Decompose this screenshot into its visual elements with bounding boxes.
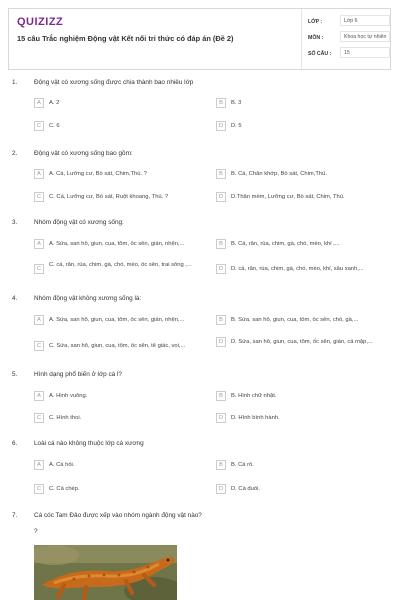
option-letter-box: A <box>34 98 44 108</box>
question-2 <box>12 150 388 208</box>
question-3 <box>12 219 388 281</box>
option-text: B. Cá, Chân khớp, Bò sát, Chim,Thú. <box>231 170 327 177</box>
option-a[interactable] <box>34 98 214 108</box>
option-text: C. Cá chép. <box>49 485 80 492</box>
option-letter-box: C <box>34 192 44 202</box>
option-letter-box: A <box>34 169 44 179</box>
question-number: 5. <box>12 371 18 378</box>
question-text: Động vật có xương sống bao gồm: <box>34 150 133 157</box>
question-number: 7. <box>12 512 18 519</box>
option-letter-box: D <box>216 484 226 494</box>
header-divider <box>301 9 302 69</box>
option-letter-box: B <box>216 98 226 108</box>
question-text: Nhóm động vật có xương sống: <box>34 219 124 226</box>
question-text: Nhóm động vật không xương sống là: <box>34 295 142 302</box>
option-d[interactable] <box>216 484 388 494</box>
meta-label: MÔN : <box>308 35 324 41</box>
question-7 <box>12 512 388 542</box>
option-a[interactable] <box>34 315 214 325</box>
option-text: C. Cá, Lưỡng cư, Bò sát, Ruột khoang, Thú. ? <box>49 193 169 200</box>
meta-value-subject: Khoa học tự nhiên <box>340 31 390 42</box>
option-b[interactable] <box>216 460 388 470</box>
quizizz-logo: QUIZIZZ <box>17 16 64 28</box>
meta-label: LỚP : <box>308 19 323 25</box>
option-letter-box: A <box>34 460 44 470</box>
question-number: 4. <box>12 295 18 302</box>
option-letter-box: C <box>34 121 44 131</box>
option-letter-box: A <box>34 391 44 401</box>
question-subtext: ? <box>34 528 38 535</box>
option-text: A. Sứa, san hô, giun, cua, tôm, ốc sên, gián, nhện,... <box>49 316 185 323</box>
question-6 <box>12 440 388 500</box>
option-letter-box: B <box>216 315 226 325</box>
meta-value-grade: Lớp 6 <box>340 15 390 26</box>
option-a[interactable] <box>34 391 214 401</box>
option-text: A. 2 <box>49 99 60 106</box>
question-text: Cá cóc Tam Đảo được xếp vào nhóm ngành động vật nào? <box>34 512 202 519</box>
option-text: D. Sứa, san hô, giun, cua, tôm, ốc sên, gián, cá mập,... <box>231 338 373 345</box>
option-text: D. 5 <box>231 122 242 129</box>
option-text: D.Thân mềm, Lưỡng cư, Bò sát, Chim, Thú. <box>231 193 345 200</box>
option-b[interactable] <box>216 391 388 401</box>
option-c[interactable] <box>34 413 214 423</box>
question-1 <box>12 79 388 139</box>
option-letter-box: C <box>34 413 44 423</box>
option-text: B. 3 <box>231 99 242 106</box>
option-d[interactable] <box>216 337 388 347</box>
option-c[interactable] <box>34 192 214 202</box>
meta-row-grade <box>308 15 390 31</box>
meta-label: SỐ CÂU : <box>308 51 332 57</box>
question-number: 6. <box>12 440 18 447</box>
option-letter-box: C <box>34 484 44 494</box>
option-a[interactable] <box>34 460 214 470</box>
option-text: B. Sứa, san hô, giun, cua, tôm, ốc sên, chó, gà,... <box>231 316 359 323</box>
option-c[interactable] <box>34 341 214 351</box>
option-letter-box: D <box>216 413 226 423</box>
option-letter-box: B <box>216 460 226 470</box>
option-text: B. Hình chữ nhật. <box>231 392 277 399</box>
option-a[interactable] <box>34 169 214 179</box>
option-b[interactable] <box>216 98 388 108</box>
option-letter-box: B <box>216 239 226 249</box>
meta-row-subject <box>308 31 390 47</box>
option-c[interactable] <box>34 484 214 494</box>
option-text: A. Hình vuông. <box>49 392 88 399</box>
option-c[interactable] <box>34 121 214 131</box>
salamander-illustration <box>34 545 177 600</box>
option-text: A. Cá, Lưỡng cư, Bò sát, Chim,Thú. ? <box>49 170 147 177</box>
meta-panel <box>308 15 390 63</box>
meta-value-count: 15 <box>340 47 390 58</box>
option-c[interactable] <box>34 261 214 277</box>
question-text: Động vật có xương sống được chia thành bao nhiêu lớp <box>34 79 194 86</box>
question-5 <box>12 371 388 431</box>
question-text: Loài cá nào không thuộc lớp cá xương <box>34 440 144 447</box>
option-letter-box: B <box>216 169 226 179</box>
option-letter-box: C <box>34 264 44 274</box>
option-letter-box: C <box>34 341 44 351</box>
option-text: C. Hình thoi. <box>49 414 82 421</box>
option-text: C. 6 <box>49 122 60 129</box>
option-b[interactable] <box>216 315 388 325</box>
meta-row-count <box>308 47 390 63</box>
option-text: A. Cá hồi. <box>49 461 75 468</box>
question-number: 1. <box>12 79 18 86</box>
option-text: D. Hình bình hành. <box>231 414 280 421</box>
question-text: Hình dạng phổ biến ở lớp cá l? <box>34 371 122 378</box>
option-letter-box: D <box>216 337 226 347</box>
option-text: C. cá, rắn, rùa, chim, gà, chó, mèo, ốc sên, trai sông ,... <box>49 262 192 268</box>
option-text: C. Sứa, san hô, giun, cua, tôm, ốc sên, tê giác, voi,... <box>49 342 186 349</box>
option-letter-box: A <box>34 315 44 325</box>
option-d[interactable] <box>216 413 388 423</box>
option-text: D. Cá đuối. <box>231 485 260 492</box>
document-header <box>8 8 391 70</box>
option-b[interactable] <box>216 239 388 249</box>
option-text: D. cá, rắn, rùa, chim, gà, chó, mèo, khỉ, sâu xanh,... <box>231 265 364 272</box>
option-letter-box: D <box>216 121 226 131</box>
option-b[interactable] <box>216 169 388 179</box>
option-text: A. Sứa, san hô, giun, cua, tôm, ốc sên, gián, nhện,... <box>49 240 185 247</box>
option-a[interactable] <box>34 239 214 249</box>
salamander-photo <box>34 545 177 600</box>
option-d[interactable] <box>216 192 388 202</box>
option-letter-box: D <box>216 264 226 274</box>
option-letter-box: D <box>216 192 226 202</box>
option-text: B. Cá, rắn, rùa, chim, gà, chó, mèo, khỉ ,... <box>231 240 340 247</box>
document-title: 15 câu Trắc nghiệm Động vật Kết nối tri thức có đáp án (Đề 2) <box>17 34 234 43</box>
option-letter-box: B <box>216 391 226 401</box>
question-4 <box>12 295 388 359</box>
option-text: B. Cá rô. <box>231 461 254 468</box>
question-number: 2. <box>12 150 18 157</box>
option-letter-box: A <box>34 239 44 249</box>
question-number: 3. <box>12 219 18 226</box>
option-d[interactable] <box>216 264 388 274</box>
option-d[interactable] <box>216 121 388 131</box>
